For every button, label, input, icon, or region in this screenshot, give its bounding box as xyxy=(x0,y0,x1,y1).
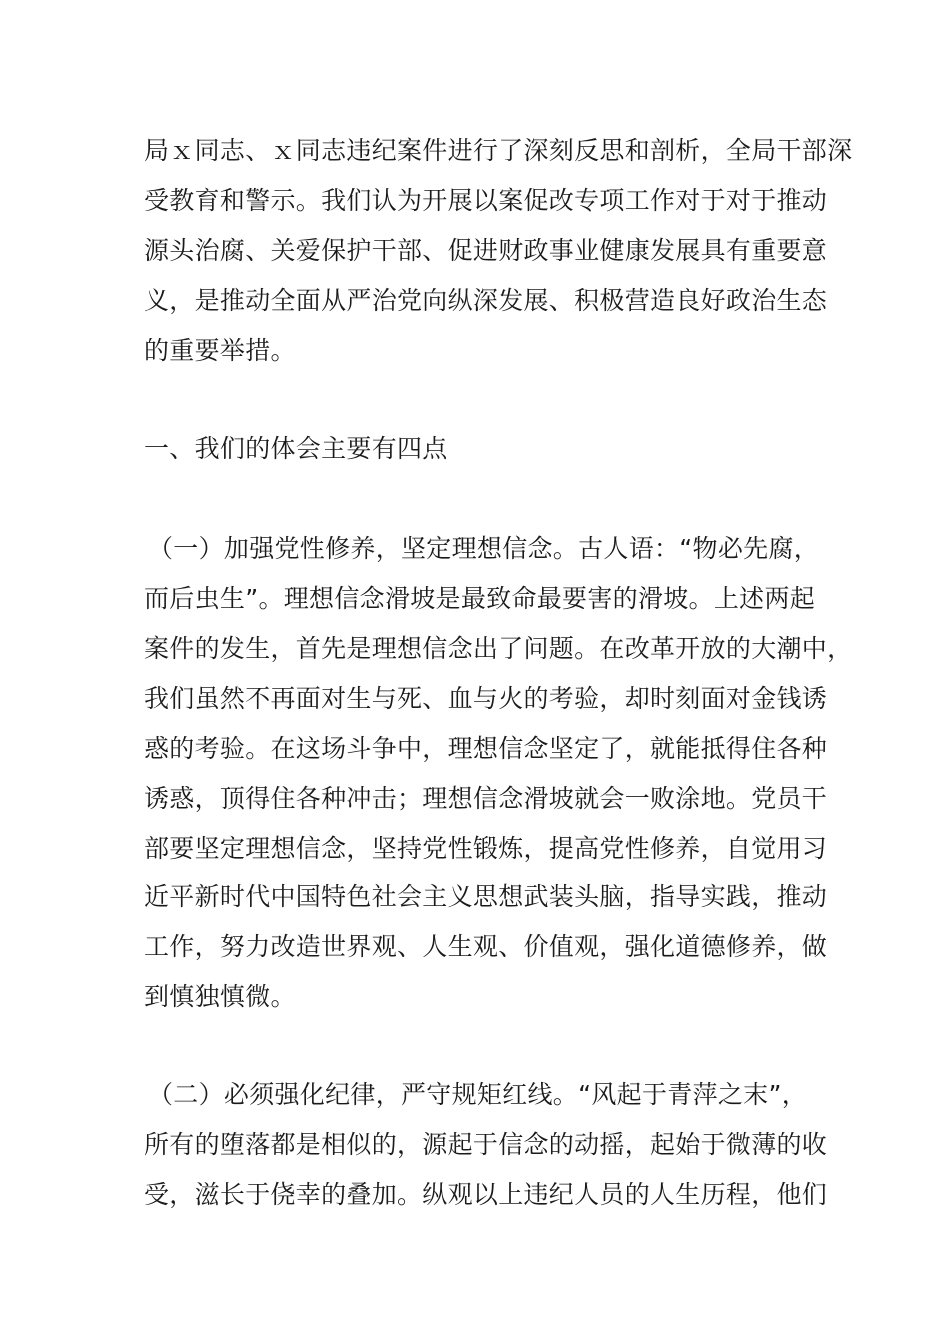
paragraph-line: 工作，努力改造世界观、人生观、价值观，强化道德修养，做 xyxy=(144,932,828,961)
paragraph-line: 诱惑，顶得住各种冲击；理想信念滑坡就会一败涂地。党员干 xyxy=(144,784,828,813)
intro-line: 的重要举措。 xyxy=(144,336,296,365)
paragraph-line: 案件的发生，首先是理想信念出了问题。在改革开放的大潮中， xyxy=(144,634,853,663)
intro-line: 源头治腐、关爱保护干部、促进财政事业健康发展具有重要意 xyxy=(144,236,828,265)
section-heading: 一、我们的体会主要有四点 xyxy=(144,434,448,463)
paragraph-line: （二）必须强化纪律，严守规矩红线。“风起于青萍之末”， xyxy=(148,1080,808,1109)
paragraph-line: 所有的堕落都是相似的，源起于信念的动摇，起始于微薄的收 xyxy=(144,1130,828,1159)
paragraph-line: 而后虫生”。理想信念滑坡是最致命最要害的滑坡。上述两起 xyxy=(144,584,816,613)
paragraph-line: 到慎独慎微。 xyxy=(144,982,296,1011)
paragraph-line: 部要坚定理想信念，坚持党性锻炼，提高党性修养，自觉用习 xyxy=(144,834,828,863)
paragraph-line: 我们虽然不再面对生与死、血与火的考验，却时刻面对金钱诱 xyxy=(144,684,828,713)
intro-line: 受教育和警示。我们认为开展以案促改专项工作对于对于推动 xyxy=(144,186,828,215)
paragraph-line: 惑的考验。在这场斗争中，理想信念坚定了，就能抵得住各种 xyxy=(144,734,828,763)
paragraph-line: （一）加强党性修养，坚定理想信念。古人语：“物必先腐， xyxy=(148,534,820,563)
paragraph-line: 受，滋长于侥幸的叠加。纵观以上违纪人员的人生历程，他们 xyxy=(144,1180,828,1209)
intro-line: 局ｘ同志、ｘ同志违纪案件进行了深刻反思和剖析，全局干部深 xyxy=(144,136,853,165)
intro-line: 义，是推动全面从严治党向纵深发展、积极营造良好政治生态 xyxy=(144,286,828,315)
paragraph-line: 近平新时代中国特色社会主义思想武装头脑，指导实践，推动 xyxy=(144,882,828,911)
